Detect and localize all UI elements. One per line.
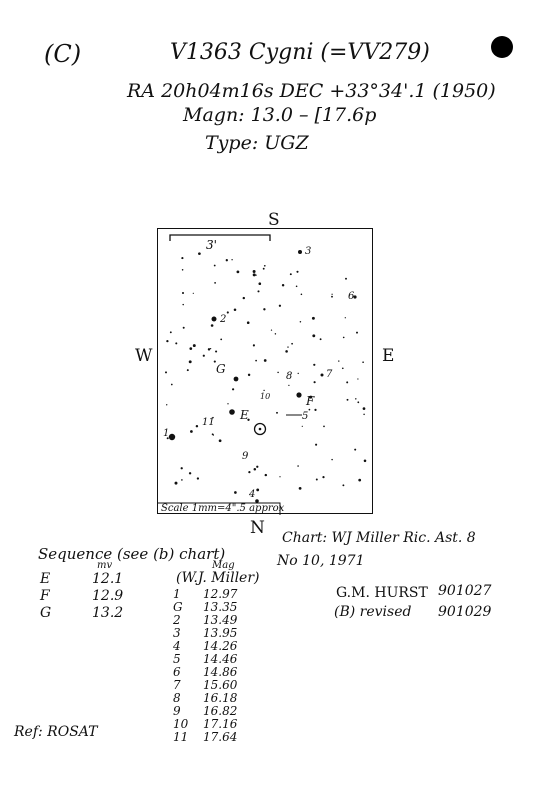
field-star bbox=[279, 476, 280, 477]
field-star bbox=[320, 338, 322, 340]
field-star bbox=[212, 433, 214, 435]
field-star bbox=[175, 482, 178, 485]
miller-row bbox=[173, 731, 237, 744]
field-star bbox=[231, 259, 232, 260]
field-star bbox=[364, 460, 367, 463]
field-star bbox=[276, 412, 278, 414]
revised-label: (B) revised bbox=[334, 604, 412, 620]
field-star bbox=[227, 311, 229, 313]
field-star bbox=[343, 337, 345, 339]
comparison-row bbox=[40, 588, 123, 605]
star-name: V1363 Cygni (=VV279) bbox=[170, 40, 430, 65]
field-star bbox=[171, 384, 173, 386]
miller-star: 9 bbox=[173, 704, 181, 718]
direction-south: S bbox=[268, 210, 280, 230]
miller-mag: 13.49 bbox=[203, 613, 238, 627]
field-star bbox=[338, 360, 339, 361]
field-star bbox=[331, 459, 332, 460]
miller-mag: 17.16 bbox=[203, 717, 238, 731]
miller-star: 5 bbox=[173, 652, 181, 666]
field-star bbox=[254, 468, 256, 471]
field-star bbox=[166, 404, 167, 405]
star-label-4: 4 bbox=[249, 489, 256, 500]
miller-star: 8 bbox=[173, 691, 181, 705]
field-star bbox=[190, 430, 193, 433]
star-label-3: 3 bbox=[305, 246, 312, 257]
comparison-mv: 13.2 bbox=[92, 605, 124, 621]
field-star bbox=[227, 403, 228, 404]
field-star bbox=[287, 346, 288, 347]
field-star bbox=[354, 449, 356, 451]
field-star bbox=[189, 360, 192, 363]
field-star bbox=[279, 305, 281, 307]
field-star bbox=[313, 364, 315, 366]
miller-table bbox=[173, 588, 237, 744]
star-label-F: F bbox=[306, 394, 315, 408]
field-star bbox=[285, 350, 288, 353]
field-star bbox=[248, 374, 250, 376]
magnitude-range: Magn: 13.0 – [17.6p bbox=[183, 104, 377, 126]
field-star bbox=[257, 290, 259, 292]
field-star bbox=[363, 407, 366, 410]
field-star bbox=[342, 367, 344, 369]
field-star bbox=[197, 477, 199, 479]
miller-star: 7 bbox=[173, 678, 181, 692]
scale-note: Scale 1mm=4".5 approx bbox=[161, 503, 285, 514]
miller-star: 6 bbox=[173, 665, 181, 679]
field-star bbox=[331, 294, 332, 295]
field-star bbox=[314, 381, 316, 383]
field-star bbox=[345, 317, 346, 318]
field-star bbox=[181, 479, 183, 481]
field-star bbox=[277, 372, 279, 374]
field-star bbox=[331, 296, 333, 298]
comparison-mv: 12.1 bbox=[92, 571, 124, 587]
star-label-11: 11 bbox=[202, 417, 215, 428]
field-star bbox=[247, 321, 250, 324]
scale-bar bbox=[170, 235, 270, 241]
field-star bbox=[363, 414, 364, 415]
comparison-row bbox=[40, 605, 123, 622]
field-star bbox=[358, 479, 361, 482]
field-star bbox=[288, 385, 289, 386]
field-star bbox=[165, 371, 167, 373]
star-F bbox=[296, 392, 301, 397]
star-label-G: G bbox=[216, 362, 226, 376]
comparison-star: F bbox=[40, 588, 50, 604]
miller-star: 2 bbox=[173, 613, 181, 627]
direction-east: E bbox=[382, 346, 395, 366]
star-label-E: E bbox=[240, 408, 249, 422]
field-star bbox=[314, 409, 316, 411]
field-star bbox=[345, 278, 347, 280]
star-G bbox=[234, 377, 239, 382]
field-star bbox=[355, 398, 356, 399]
field-star bbox=[346, 381, 348, 383]
mag-header: Mag bbox=[212, 560, 235, 571]
field-star bbox=[256, 466, 258, 468]
field-star bbox=[309, 409, 311, 411]
miller-mag: 16.82 bbox=[203, 704, 238, 718]
field-star bbox=[264, 265, 266, 267]
reference: Ref: ROSAT bbox=[14, 724, 98, 740]
field-star bbox=[342, 484, 344, 486]
star-label-9: 9 bbox=[242, 451, 249, 462]
filled-circle-marker bbox=[491, 36, 513, 58]
field-star bbox=[299, 487, 302, 490]
mv-header: mv bbox=[97, 560, 113, 571]
miller-mag: 13.35 bbox=[203, 600, 238, 614]
observer-name: G.M. HURST bbox=[336, 585, 428, 601]
direction-north: N bbox=[250, 518, 265, 538]
finder-chart bbox=[157, 228, 373, 514]
field-star bbox=[282, 284, 284, 286]
field-star bbox=[265, 474, 267, 476]
miller-mag: 14.26 bbox=[203, 639, 238, 653]
field-star bbox=[322, 476, 324, 478]
star-3 bbox=[298, 250, 302, 254]
miller-header: (W.J. Miller) bbox=[176, 570, 260, 586]
miller-star: 11 bbox=[173, 730, 189, 744]
field-star bbox=[316, 479, 318, 481]
miller-star: 4 bbox=[173, 639, 181, 653]
chart-credit: Chart: WJ Miller Ric. Ast. 8 bbox=[282, 530, 476, 546]
field-star bbox=[296, 286, 298, 288]
field-star bbox=[315, 444, 317, 446]
field-star bbox=[263, 390, 264, 391]
field-star bbox=[234, 309, 237, 312]
field-star bbox=[347, 399, 349, 401]
miller-mag: 16.18 bbox=[203, 691, 238, 705]
field-star bbox=[214, 265, 216, 267]
variable-star bbox=[259, 428, 262, 431]
star-label-1: 1 bbox=[163, 428, 170, 439]
field-star bbox=[297, 465, 299, 467]
field-star bbox=[182, 269, 184, 271]
field-star bbox=[258, 282, 261, 285]
field-star bbox=[264, 359, 267, 362]
field-star bbox=[183, 327, 185, 329]
field-star bbox=[181, 467, 183, 469]
field-star bbox=[210, 348, 211, 349]
field-star bbox=[362, 361, 364, 363]
field-star bbox=[357, 378, 358, 379]
miller-mag: 13.95 bbox=[203, 626, 238, 640]
field-star bbox=[253, 344, 255, 346]
star-7 bbox=[321, 374, 324, 377]
field-star bbox=[356, 332, 358, 334]
field-star bbox=[253, 273, 256, 276]
chart-credit-issue: No 10, 1971 bbox=[277, 553, 365, 569]
field-star bbox=[193, 293, 194, 294]
field-star bbox=[170, 331, 172, 333]
field-star bbox=[182, 292, 184, 294]
field-star bbox=[215, 350, 217, 352]
field-star bbox=[255, 360, 257, 362]
field-star bbox=[248, 471, 250, 473]
field-star bbox=[271, 329, 272, 330]
field-star bbox=[196, 425, 198, 427]
field-star bbox=[237, 271, 240, 274]
field-star bbox=[263, 308, 265, 310]
variable-type: Type: UGZ bbox=[205, 132, 309, 154]
miller-mag: 15.60 bbox=[203, 678, 238, 692]
star-label-10: 10 bbox=[260, 392, 271, 401]
direction-west: W bbox=[135, 346, 153, 366]
field-star bbox=[302, 426, 303, 427]
field-star bbox=[211, 324, 214, 327]
star-E bbox=[229, 409, 235, 415]
field-star bbox=[203, 355, 205, 357]
field-star bbox=[234, 491, 237, 494]
miller-star: G bbox=[173, 600, 183, 614]
field-star bbox=[181, 257, 183, 259]
star-label-8: 8 bbox=[286, 371, 293, 382]
field-star bbox=[189, 347, 192, 350]
field-star bbox=[323, 426, 325, 428]
miller-star: 10 bbox=[173, 717, 189, 731]
field-star bbox=[263, 268, 265, 270]
field-star bbox=[208, 348, 210, 350]
miller-mag: 14.86 bbox=[203, 665, 238, 679]
field-star bbox=[182, 304, 183, 305]
field-star bbox=[166, 340, 168, 342]
field-star bbox=[298, 373, 299, 374]
miller-star: 1 bbox=[173, 587, 181, 601]
field-star bbox=[219, 439, 222, 442]
field-star bbox=[312, 334, 315, 337]
revised-date: 901029 bbox=[438, 604, 492, 620]
field-star bbox=[290, 273, 292, 275]
field-star bbox=[226, 259, 228, 261]
field-star bbox=[300, 321, 302, 323]
field-star bbox=[357, 401, 359, 403]
field-star bbox=[243, 297, 245, 299]
miller-mag: 14.46 bbox=[203, 652, 238, 666]
star-1 bbox=[169, 434, 175, 440]
miller-star: 3 bbox=[173, 626, 181, 640]
field-star bbox=[198, 252, 201, 255]
field-star bbox=[256, 489, 259, 492]
field-star bbox=[291, 343, 293, 345]
miller-mag: 17.64 bbox=[203, 730, 238, 744]
observer-date: 901027 bbox=[438, 583, 492, 599]
star-field bbox=[158, 229, 374, 515]
field-star bbox=[214, 282, 216, 284]
field-star bbox=[189, 472, 191, 474]
field-star bbox=[232, 388, 234, 390]
field-star bbox=[220, 339, 222, 341]
field-star bbox=[312, 317, 315, 320]
star-label-6: 6 bbox=[348, 291, 355, 302]
comparison-star: E bbox=[40, 571, 51, 587]
field-star bbox=[296, 271, 298, 273]
field-star bbox=[175, 342, 177, 344]
chart-label: (C) bbox=[44, 40, 82, 68]
star-label-5: 5 bbox=[302, 411, 309, 422]
miller-mag: 12.97 bbox=[203, 587, 238, 601]
star-label-7: 7 bbox=[326, 369, 333, 380]
comparison-table bbox=[40, 571, 123, 622]
sequence-title: Sequence (see (b) chart) bbox=[38, 545, 226, 563]
comparison-star: G bbox=[40, 605, 52, 621]
field-star bbox=[193, 344, 196, 347]
coordinates: RA 20h04m16s DEC +33°34'.1 (1950) bbox=[127, 80, 496, 102]
field-star bbox=[301, 294, 303, 296]
comparison-row bbox=[40, 571, 123, 588]
scale-bar-label: 3' bbox=[206, 238, 217, 252]
field-star bbox=[253, 270, 256, 273]
star-label-2: 2 bbox=[220, 314, 227, 325]
field-star bbox=[187, 369, 189, 371]
field-star bbox=[275, 333, 276, 334]
star-2 bbox=[212, 317, 217, 322]
comparison-mv: 12.9 bbox=[92, 588, 124, 604]
